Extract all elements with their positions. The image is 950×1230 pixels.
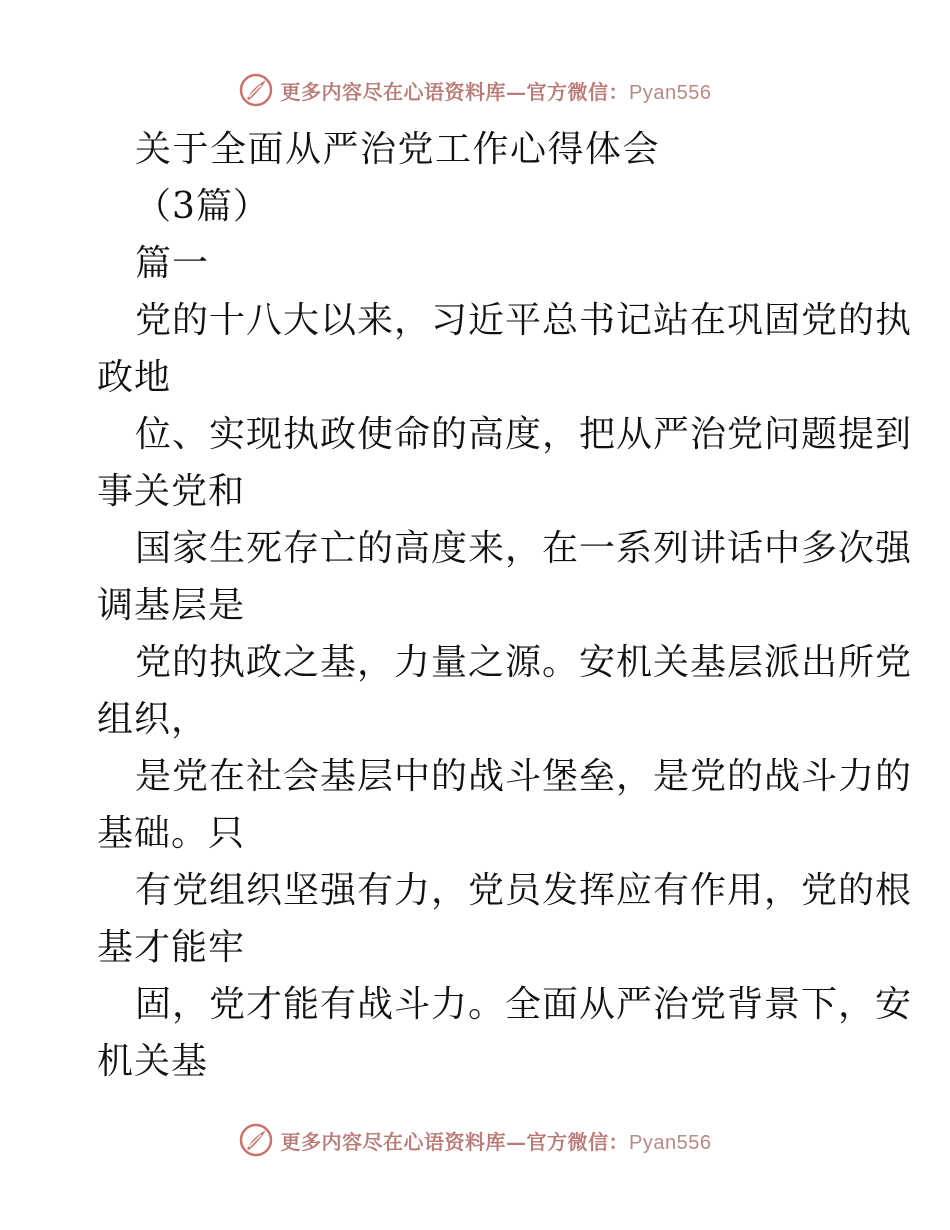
footer-watermark (0, 1120, 950, 1160)
paragraph-line: 党的执政之基，力量之源。安机关基层派出所党 (135, 642, 913, 683)
paragraph-line: 组织， (97, 699, 209, 740)
header-watermark-main: 更多内容尽在心语资料库 (280, 79, 507, 104)
quill-pen-logo-icon (239, 73, 273, 107)
document-body (97, 121, 913, 1090)
header-watermark-label: 官方微信： (526, 79, 630, 104)
section-heading: 篇一 (135, 243, 210, 284)
footer-watermark-label: 官方微信： (526, 1129, 630, 1154)
header-watermark (0, 70, 950, 110)
paragraph-line: 是党在社会基层中的战斗堡垒，是党的战斗力的 (135, 756, 913, 797)
paragraph-line: 固，党才能有战斗力。全面从严治党背景下，安 (135, 984, 913, 1025)
header-watermark-separator: — (506, 79, 527, 104)
paragraph-line: 政地 (97, 357, 172, 398)
footer-watermark-id: Pyan556 (629, 1131, 712, 1154)
footer-watermark-separator: — (506, 1129, 527, 1154)
document-subtitle: （3篇） (135, 186, 270, 227)
header-watermark-text (281, 76, 712, 105)
paragraph-line: 事关党和 (97, 471, 246, 512)
paragraph-line: 位、实现执政使命的高度，把从严治党问题提到 (135, 414, 913, 455)
footer-watermark-main: 更多内容尽在心语资料库 (280, 1129, 507, 1154)
footer-watermark-text (281, 1126, 712, 1155)
paragraph-line: 调基层是 (97, 585, 246, 626)
paragraph-line: 有党组织坚强有力，党员发挥应有作用，党的根 (135, 870, 913, 911)
paragraph-line: 基才能牢 (97, 927, 246, 968)
paragraph-line: 机关基 (97, 1041, 209, 1082)
header-watermark-id: Pyan556 (629, 81, 712, 104)
paragraph-line: 国家生死存亡的高度来，在一系列讲话中多次强 (135, 528, 913, 569)
paragraph-line: 党的十八大以来，习近平总书记站在巩固党的执 (135, 300, 913, 341)
quill-pen-logo-icon (239, 1123, 273, 1157)
paragraph-line: 基础。只 (97, 813, 246, 854)
document-title: 关于全面从严治党工作心得体会 (135, 129, 661, 170)
